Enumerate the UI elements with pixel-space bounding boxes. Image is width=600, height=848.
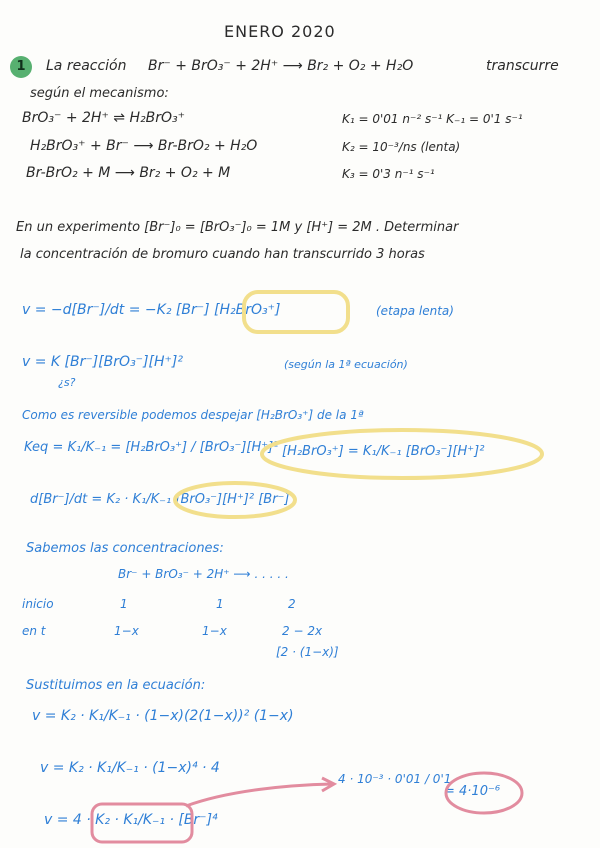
substitution-step-1: v = K₂ · K₁/K₋₁ · (1−x)(2(1−x))² (1−x) xyxy=(32,708,294,724)
mechanism-step-3: Br-BrO₂ + M ⟶ Br₂ + O₂ + M xyxy=(26,165,231,181)
rate-law-first-note: (según la 1ª ecuación) xyxy=(284,358,408,371)
ice-row-t-extra: [2 · (1−x)] xyxy=(276,645,339,659)
ice-row-t-br: 1−x xyxy=(114,624,139,638)
problem-number-badge: 1 xyxy=(10,56,32,78)
ice-row-inicio-bro3: 1 xyxy=(216,597,224,611)
ice-row-inicio-label: inicio xyxy=(22,597,54,611)
statement-line2: según el mecanismo: xyxy=(30,86,169,101)
statement-tail: transcurre xyxy=(486,58,559,74)
substitution-step-3: v = 4 · K₂ · K₁/K₋₁ · [Br⁻]⁴ xyxy=(44,812,218,828)
rate-law-first-eq: v = K [Br⁻][BrO₃⁻][H⁺]² xyxy=(22,354,183,370)
rate-law-substituted: d[Br⁻]/dt = K₂ · K₁/K₋₁ [BrO₃⁻][H⁺]² [Br⁻] xyxy=(30,492,290,507)
mechanism-k-1: K₁ = 0'01 n⁻² s⁻¹ K₋₁ = 0'1 s⁻¹ xyxy=(342,112,523,126)
substitution-step-2: v = K₂ · K₁/K₋₁ · (1−x)⁴ · 4 xyxy=(40,760,220,776)
keq-result: [H₂BrO₃⁺] = K₁/K₋₁ [BrO₃⁻][H⁺]² xyxy=(282,444,485,459)
page-title: ENERO 2020 xyxy=(224,22,336,41)
statement-lead: La reacción xyxy=(46,58,127,74)
ice-row-t-h: 2 − 2x xyxy=(282,624,323,638)
rate-law-slow-note: (etapa lenta) xyxy=(376,304,454,318)
mechanism-k-2: K₂ = 10⁻³/ns (lenta) xyxy=(342,140,461,154)
reversible-note: Como es reversible podemos despejar [H₂BrO₃⁺] de la 1ª xyxy=(22,408,364,422)
statement-reaction: Br⁻ + BrO₃⁻ + 2H⁺ ⟶ Br₂ + O₂ + H₂O xyxy=(148,58,414,74)
substitution-intro: Sustituimos en la ecuación: xyxy=(26,678,206,693)
constant-calculation: 4 · 10⁻³ · 0'01 / 0'1 xyxy=(338,772,452,786)
mechanism-step-1: BrO₃⁻ + 2H⁺ ⇌ H₂BrO₃⁺ xyxy=(22,110,185,126)
ice-row-t-label: en t xyxy=(22,624,46,638)
ice-row-t-bro3: 1−x xyxy=(202,624,227,638)
constant-result: = 4·10⁻⁶ xyxy=(444,784,501,799)
ice-table-header: Br⁻ + BrO₃⁻ + 2H⁺ ⟶ . . . . . xyxy=(118,567,289,581)
arrow-head xyxy=(322,778,334,791)
experiment-line1: En un experimento [Br⁻]₀ = [BrO₃⁻]₀ = 1M y [H⁺] = 2M . Determinar xyxy=(16,220,459,235)
experiment-line2: la concentración de bromuro cuando han transcurrido 3 horas xyxy=(20,247,425,262)
keq-expression: Keq = K₁/K₋₁ = [H₂BrO₃⁺] / [BrO₃⁻][H⁺]² xyxy=(24,440,279,455)
mechanism-step-2: H₂BrO₃⁺ + Br⁻ ⟶ Br-BrO₂ + H₂O xyxy=(30,138,258,154)
rate-law-question: ¿s? xyxy=(58,376,76,389)
rate-law-slow-step: v = −d[Br⁻]/dt = −K₂ [Br⁻] [H₂BrO₃⁺] xyxy=(22,302,281,318)
ice-row-inicio-h: 2 xyxy=(288,597,296,611)
mechanism-k-3: K₃ = 0'3 n⁻¹ s⁻¹ xyxy=(342,167,435,181)
concentrations-intro: Sabemos las concentraciones: xyxy=(26,541,224,556)
arrow-to-constant-value xyxy=(186,784,332,806)
ice-row-inicio-br: 1 xyxy=(120,597,128,611)
